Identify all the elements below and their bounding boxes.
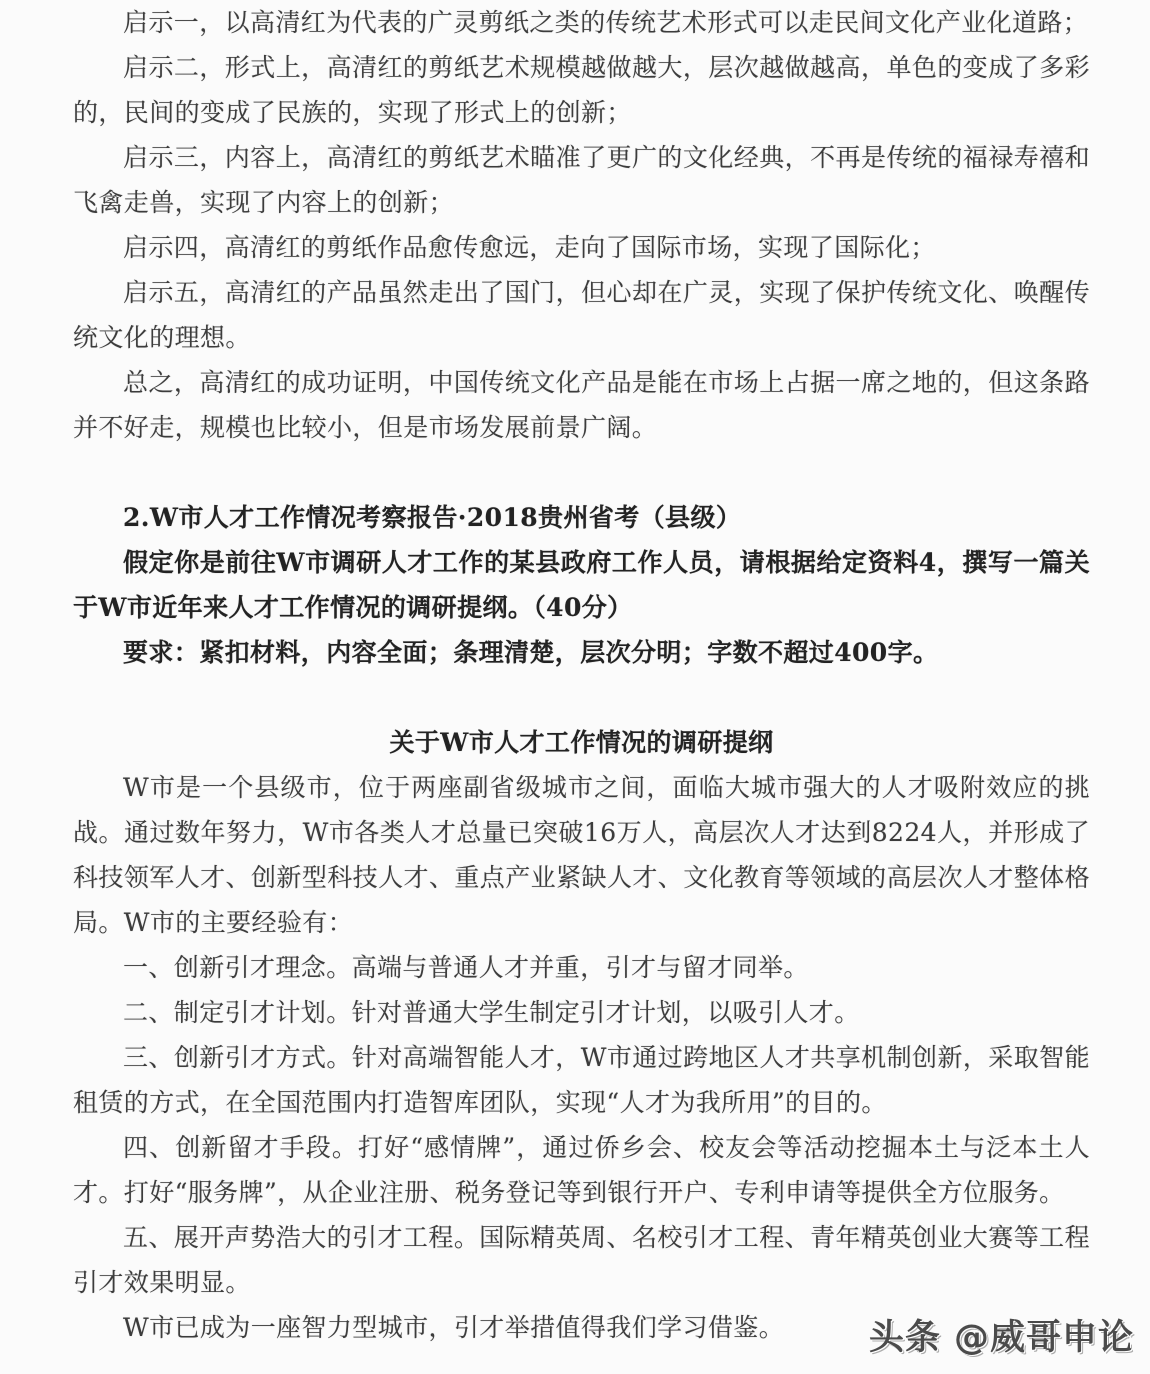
outline-section (73, 720, 1090, 1350)
insights-section (73, 0, 1090, 450)
watermark: 头条 @威哥申论 (868, 1318, 1134, 1358)
outline-item-2: 二、制定引才计划。针对普通大学生制定引才计划，以吸引人才。 (123, 998, 860, 1027)
task-description: 假定你是前往W市调研人才工作的某县政府工作人员，请根据给定资料4，撰写一篇关于W市近年来人才工作情况的调研提纲。（40分） (73, 548, 1090, 622)
document-page (73, 0, 1090, 1374)
insight-summary-paragraph: 总之，高清红的成功证明，中国传统文化产品是能在市场上占据一席之地的，但这条路并不好走，规模也比较小，但是市场发展前景广阔。 (73, 368, 1090, 442)
outline-item-1: 一、创新引才理念。高端与普通人才并重，引才与留才同举。 (123, 953, 809, 982)
outline-intro-paragraph: W市是一个县级市，位于两座副省级城市之间，面临大城市强大的人才吸附效应的挑战。通过数年努力，W市各类人才总量已突破16万人，高层次人才达到8224人，并形成了科技领军人才、创新型科技人才、重点产业紧缺人才、文化教育等领域的高层次人才整体格局。W市的主要经验有： (73, 773, 1090, 937)
outline-item-5: 五、展开声势浩大的引才工程。国际精英周、名校引才工程、青年精英创业大赛等工程引才效果明显。 (73, 1223, 1090, 1297)
insight-paragraph-2: 启示二，形式上，高清红的剪纸艺术规模越做越大，层次越做越高，单色的变成了多彩的，民间的变成了民族的，实现了形式上的创新； (73, 53, 1090, 127)
insight-paragraph-1: 启示一，以高清红为代表的广灵剪纸之类的传统艺术形式可以走民间文化产业化道路； (123, 8, 1089, 37)
outline-item-4: 四、创新留才手段。打好“感情牌”，通过侨乡会、校友会等活动挖掘本土与泛本土人才。打好“服务牌”，从企业注册、税务登记等到银行开户、专利申请等提供全方位服务。 (73, 1133, 1090, 1207)
insight-paragraph-4: 启示四，高清红的剪纸作品愈传愈远，走向了国际市场，实现了国际化； (123, 233, 936, 262)
task-section (73, 495, 1090, 675)
outline-title: 关于W市人才工作情况的调研提纲 (389, 728, 774, 757)
task-requirements: 要求：紧扣材料，内容全面；条理清楚，层次分明；字数不超过400字。 (123, 638, 939, 667)
task-heading: 2.W市人才工作情况考察报告·2018贵州省考（县级） (123, 503, 742, 532)
insight-paragraph-3: 启示三，内容上，高清红的剪纸艺术瞄准了更广的文化经典，不再是传统的福禄寿禧和飞禽走兽，实现了内容上的创新； (73, 143, 1090, 217)
outline-item-3: 三、创新引才方式。针对高端智能人才，W市通过跨地区人才共享机制创新，采取智能租赁的方式，在全国范围内打造智库团队，实现“人才为我所用”的目的。 (73, 1043, 1090, 1117)
outline-conclusion: W市已成为一座智力型城市，引才举措值得我们学习借鉴。 (123, 1313, 785, 1342)
insight-paragraph-5: 启示五，高清红的产品虽然走出了国门，但心却在广灵，实现了保护传统文化、唤醒传统文化的理想。 (73, 278, 1090, 352)
